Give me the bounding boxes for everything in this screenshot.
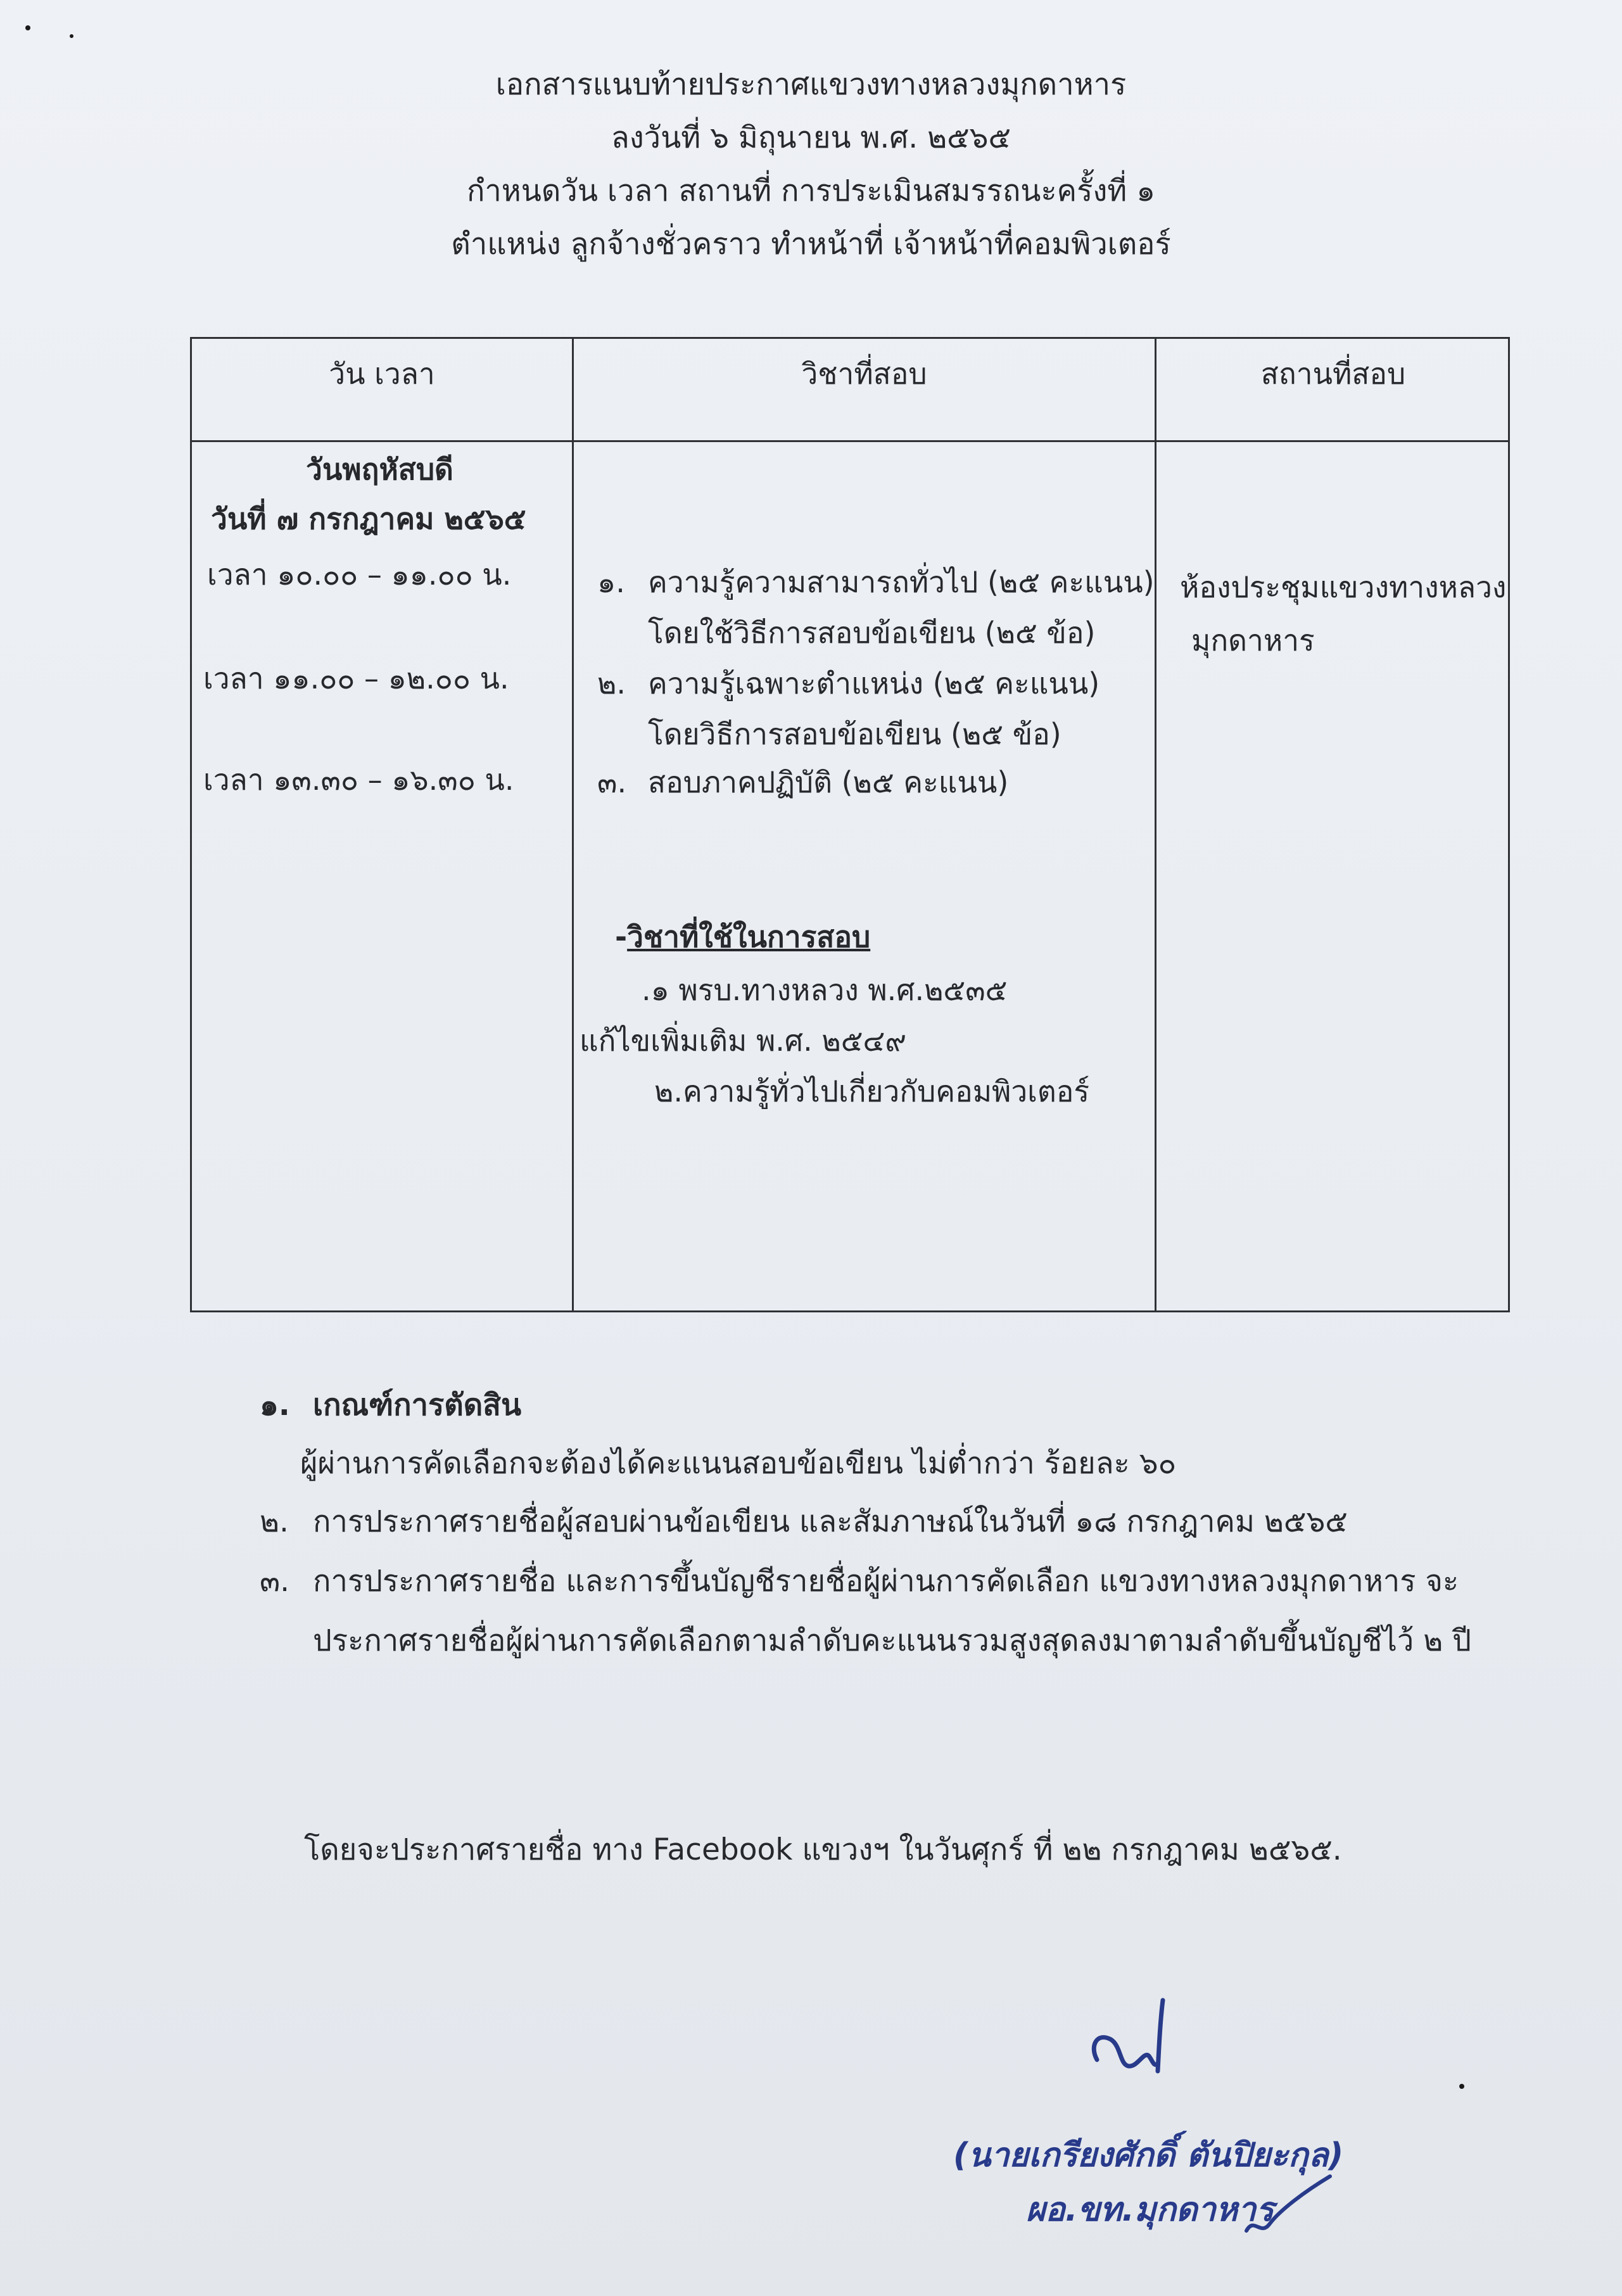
signature-flourish xyxy=(1241,2172,1336,2248)
signatory-title: ผอ.ขท.มุกดาหาร xyxy=(1026,2191,1274,2229)
used-subject-1-amendment: แก้ไขเพิ่มเติม พ.ศ. ๒๕๔๙ xyxy=(580,1024,907,1058)
used-subject-2: ๒.ความรู้ทั่วไปเกี่ยวกับคอมพิวเตอร์ xyxy=(654,1074,1090,1108)
note-1-title: เกณฑ์การตัดสิน xyxy=(313,1388,522,1423)
used-subjects-title: วิชาที่ใช้ในการสอบ xyxy=(627,920,871,954)
ink-speck xyxy=(25,25,30,30)
note-3-number: ๓. xyxy=(260,1564,290,1599)
used-subjects-dash: - xyxy=(615,920,628,954)
table-header-divider xyxy=(192,440,1508,442)
subject-2-method: โดยวิธีการสอบข้อเขียน (๒๕ ข้อ) xyxy=(648,717,1061,751)
header-position: ตำแหน่ง ลูกจ้างชั่วคราว ทำหน้าที่ เจ้าหน้าที่คอมพิวเตอร์ xyxy=(451,227,1171,262)
time-slot-2: เวลา ๑๑.๐๐ – ๑๒.๐๐ น. xyxy=(203,661,509,695)
document-header xyxy=(0,58,1622,271)
subject-2-number: ๒. xyxy=(597,666,626,701)
table-divider xyxy=(1155,339,1156,1310)
signatory-name: (นายเกรียงศักดิ์ ตันปิยะกุล) xyxy=(953,2136,1344,2174)
exam-date: วันที่ ๗ กรกฎาคม ๒๕๖๕ xyxy=(211,502,526,536)
subject-1-title: ความรู้ความสามารถทั่วไป (๒๕ คะแนน) xyxy=(648,565,1155,599)
schedule-table xyxy=(190,337,1510,1312)
signature-mark xyxy=(1083,1995,1191,2096)
time-slot-3: เวลา ๑๓.๓๐ – ๑๖.๓๐ น. xyxy=(203,763,514,797)
subject-1-method: โดยใช้วิธีการสอบข้อเขียน (๒๕ ข้อ) xyxy=(648,616,1096,650)
subject-3-number: ๓. xyxy=(597,765,627,799)
note-3-line-1: การประกาศรายชื่อ และการขึ้นบัญชีรายชื่อผู้ผ่านการคัดเลือก แขวงทางหลวงมุกดาหาร จะ xyxy=(313,1564,1459,1599)
ink-speck xyxy=(1459,2084,1464,2089)
note-2-number: ๒. xyxy=(260,1504,289,1539)
venue-line-1: ห้องประชุมแขวงทางหลวง xyxy=(1180,570,1507,604)
table-divider xyxy=(572,339,574,1310)
header-date: ลงวันที่ ๖ มิถุนายน พ.ศ. ๒๕๖๕ xyxy=(611,120,1011,155)
ink-speck xyxy=(70,34,73,38)
subject-1-number: ๑. xyxy=(597,565,625,599)
table-header-venue: สถานที่สอบ xyxy=(1260,357,1406,391)
note-1-number: ๑. xyxy=(260,1388,290,1423)
used-subjects-heading xyxy=(615,914,870,960)
header-title: เอกสารแนบท้ายประกาศแขวงทางหลวงมุกดาหาร xyxy=(495,67,1127,102)
note-1-text: ผู้ผ่านการคัดเลือกจะต้องได้คะแนนสอบข้อเขียน ไม่ต่ำกว่า ร้อยละ ๖๐ xyxy=(300,1446,1177,1481)
time-slot-1: เวลา ๑๐.๐๐ – ๑๑.๐๐ น. xyxy=(207,557,512,592)
venue-line-2: มุกดาหาร xyxy=(1191,623,1315,657)
table-header-subject: วิชาที่สอบ xyxy=(801,357,927,391)
used-subject-1: .๑ พรบ.ทางหลวง พ.ศ.๒๕๓๕ xyxy=(642,973,1008,1007)
exam-day: วันพฤหัสบดี xyxy=(306,452,453,486)
facebook-announcement: โดยจะประกาศรายชื่อ ทาง Facebook แขวงฯ ในวันศุกร์ ที่ ๒๒ กรกฎาคม ๒๕๖๕. xyxy=(304,1832,1342,1867)
header-schedule: กำหนดวัน เวลา สถานที่ การประเมินสมรรถนะครั้งที่ ๑ xyxy=(466,174,1156,208)
subject-2-title: ความรู้เฉพาะตำแหน่ง (๒๕ คะแนน) xyxy=(648,666,1100,701)
note-2-text: การประกาศรายชื่อผู้สอบผ่านข้อเขียน และสัมภาษณ์ในวันที่ ๑๘ กรกฎาคม ๒๕๖๕ xyxy=(313,1504,1348,1539)
note-3-line-2: ประกาศรายชื่อผู้ผ่านการคัดเลือกตามลำดับคะแนนรวมสูงสุดลงมาตามลำดับขึ้นบัญชีไว้ ๒ ปี xyxy=(313,1623,1471,1658)
subject-3-title: สอบภาคปฏิบัติ (๒๕ คะแนน) xyxy=(648,765,1009,799)
table-header-datetime: วัน เวลา xyxy=(329,357,435,391)
